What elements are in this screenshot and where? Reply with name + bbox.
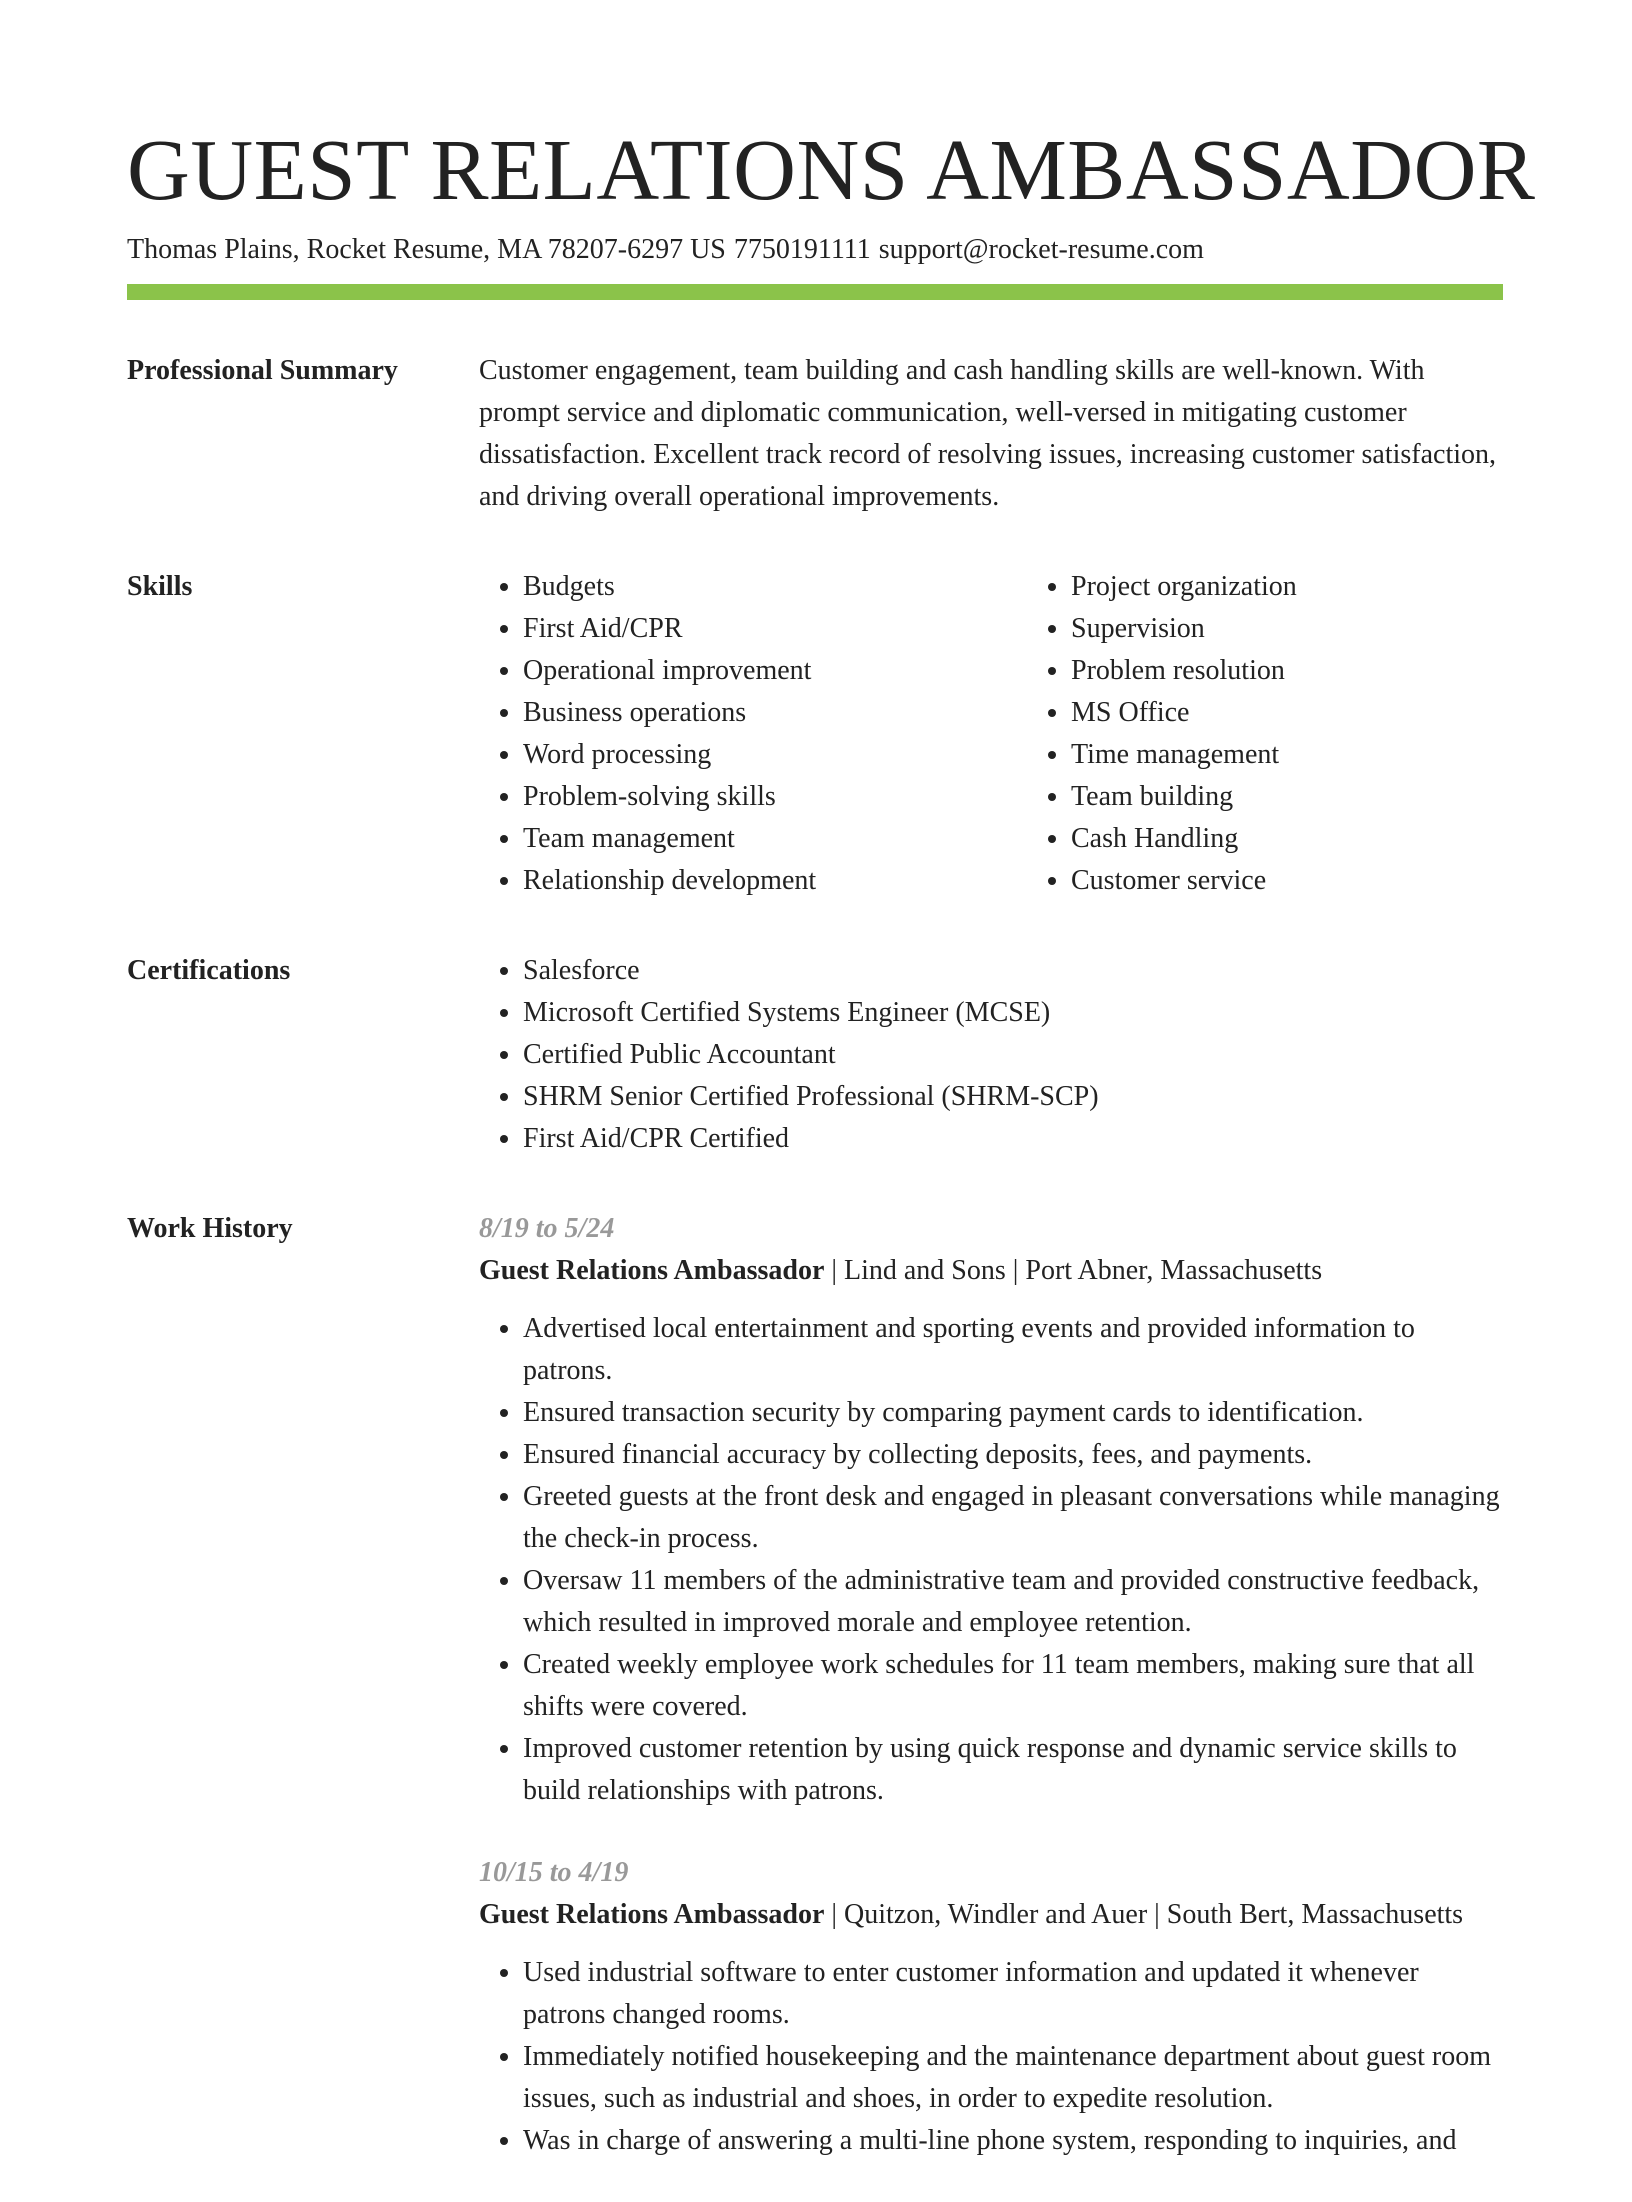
certification-item: • SHRM Senior Certified Professional (SHRM-SCP): [523, 1076, 1503, 1118]
skill-item: • Budgets: [523, 566, 1027, 608]
section-label-certifications: Certifications: [127, 955, 291, 986]
job-bullet: • Improved customer retention by using quick response and dynamic service skills to build relationships with patrons.: [523, 1728, 1503, 1812]
job-bullet: • Ensured transaction security by comparing payment cards to identification.: [523, 1392, 1503, 1434]
skill-item: • Operational improvement: [523, 650, 1027, 692]
skills-columns: [479, 566, 1575, 902]
job-bullet: • Advertised local entertainment and sporting events and provided information to patrons.: [523, 1308, 1503, 1392]
job-bullets: [479, 1952, 1503, 2162]
contact-line: [127, 232, 1503, 268]
skill-item: • Supervision: [1071, 608, 1575, 650]
skills-list-left: [479, 566, 1027, 902]
skill-item: • Problem-solving skills: [523, 776, 1027, 818]
skills-section: [127, 566, 1503, 902]
job-dates: 10/15 to 4/19: [479, 1857, 629, 1888]
section-label-skills: Skills: [127, 571, 193, 602]
certifications-body: [479, 950, 1503, 1160]
skill-item: • Problem resolution: [1071, 650, 1575, 692]
skills-list-right: [1027, 566, 1575, 902]
job-employer-location: | Lind and Sons | Port Abner, Massachusetts: [824, 1255, 1323, 1286]
section-label-work-history: Work History: [127, 1213, 293, 1244]
job-heading: [479, 1894, 1503, 1936]
work-history-section: [127, 1208, 1503, 2202]
job-bullet: • Oversaw 11 members of the administrative team and provided constructive feedback, which resulted in improved morale and employee retention.: [523, 1560, 1503, 1644]
contact-email: support@rocket-resume.com: [878, 234, 1204, 265]
skill-item: • Team building: [1071, 776, 1575, 818]
job-entry: [479, 1852, 1503, 2162]
job-employer-location: | Quitzon, Windler and Auer | South Bert, Massachusetts: [824, 1899, 1464, 1930]
job-heading: [479, 1250, 1503, 1292]
job-bullet: • Was in charge of answering a multi-line phone system, responding to inquiries, and: [523, 2120, 1503, 2162]
section-label-summary: Professional Summary: [127, 355, 398, 386]
skill-item: • Time management: [1071, 734, 1575, 776]
job-bullet: • Immediately notified housekeeping and the maintenance department about guest room issues, such as industrial and shoes, in order to expedite resolution.: [523, 2036, 1503, 2120]
job-bullet: • Greeted guests at the front desk and engaged in pleasant conversations while managing the check-in process.: [523, 1476, 1503, 1560]
skill-item: • Business operations: [523, 692, 1027, 734]
certification-item: • First Aid/CPR Certified: [523, 1118, 1503, 1160]
job-dates: 8/19 to 5/24: [479, 1213, 615, 1244]
header-divider: [127, 284, 1503, 300]
skill-item: • Word processing: [523, 734, 1027, 776]
skill-item: • Cash Handling: [1071, 818, 1575, 860]
job-bullet: • Created weekly employee work schedules for 11 team members, making sure that all shifts were covered.: [523, 1644, 1503, 1728]
resume-page: [127, 120, 1536, 2202]
contact-phone: 7750191111: [733, 234, 871, 265]
job-bullets: [479, 1308, 1503, 1812]
certification-item: • Certified Public Accountant: [523, 1034, 1503, 1076]
skill-item: • Customer service: [1071, 860, 1575, 902]
certifications-list: [479, 950, 1503, 1160]
job-title: Guest Relations Ambassador: [479, 1899, 825, 1930]
certification-item: • Microsoft Certified Systems Engineer (MCSE): [523, 992, 1503, 1034]
skill-item: • First Aid/CPR: [523, 608, 1027, 650]
job-entry: [479, 1208, 1503, 1812]
skill-item: • Relationship development: [523, 860, 1027, 902]
summary-section: [127, 350, 1503, 518]
certifications-section: [127, 950, 1503, 1160]
work-history-body: [479, 1208, 1503, 2202]
contact-address: Thomas Plains, Rocket Resume, MA 78207-6297 US: [127, 234, 726, 265]
summary-text: Customer engagement, team building and cash handling skills are well-known. With prompt service and diplomatic communication, well-versed in mitigating customer dissatisfaction. Excellent track record of resolving issues, increasing customer satisfaction, and driving overall operational improvements.: [479, 355, 1497, 512]
job-bullet: • Used industrial software to enter customer information and updated it whenever patrons changed rooms.: [523, 1952, 1503, 2036]
skill-item: • Team management: [523, 818, 1027, 860]
certification-item: • Salesforce: [523, 950, 1503, 992]
resume-title: GUEST RELATIONS AMBASSADOR: [127, 121, 1536, 218]
skill-item: • MS Office: [1071, 692, 1575, 734]
skill-item: • Project organization: [1071, 566, 1575, 608]
job-bullet: • Ensured financial accuracy by collecting deposits, fees, and payments.: [523, 1434, 1503, 1476]
job-title: Guest Relations Ambassador: [479, 1255, 825, 1286]
